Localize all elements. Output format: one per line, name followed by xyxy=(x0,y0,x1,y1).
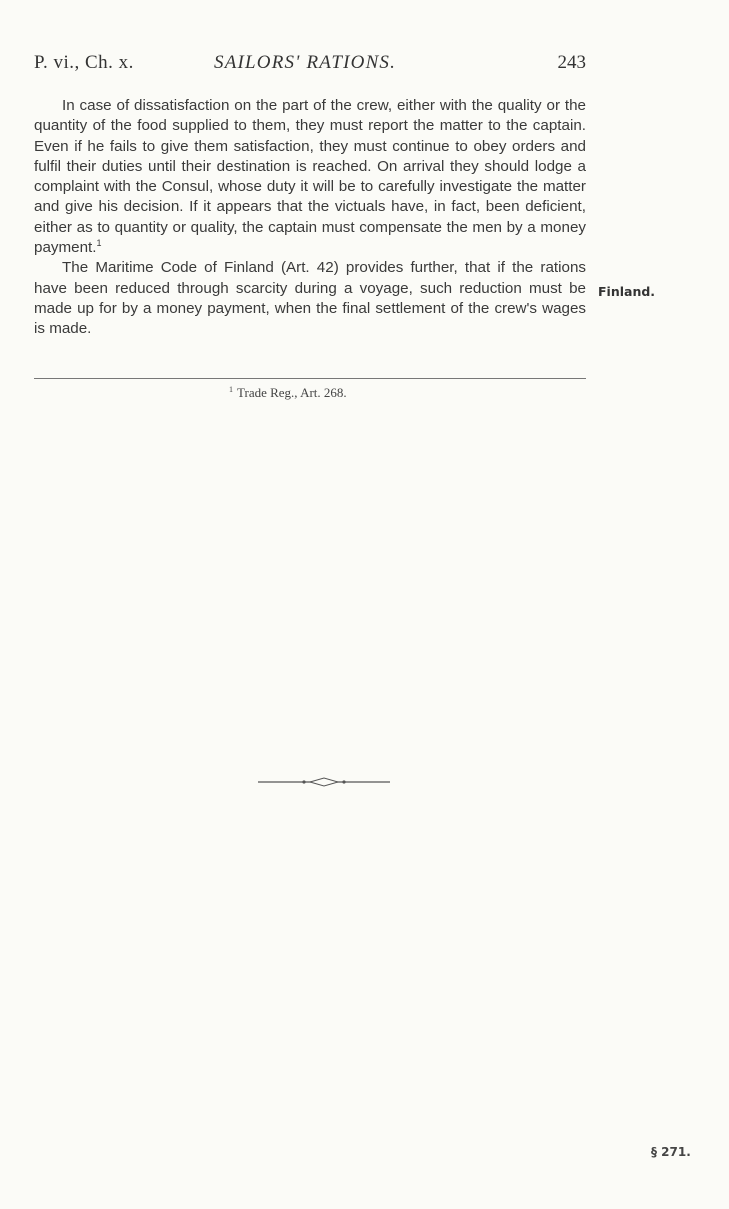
footnote-marker: 1 xyxy=(229,384,233,394)
rule-ornament-icon xyxy=(258,776,390,788)
section-mark: § 271. xyxy=(651,1145,691,1159)
footnote-divider xyxy=(34,378,586,379)
footnote-text: Trade Reg., Art. 268. xyxy=(237,385,347,400)
paragraph xyxy=(34,258,586,339)
paragraph-text: The Maritime Code of Finland (Art. 42) provides further, that if the rations have been reduced through scarcity during a voyage, such reduction must be made up for by a money payment, when the final settlement of the crew's wages is made. xyxy=(34,259,586,338)
chapter-reference: P. vi., Ch. x. xyxy=(34,52,134,73)
margin-note: Finland. xyxy=(598,284,656,299)
page-number: 243 xyxy=(557,52,586,73)
body-text xyxy=(34,96,586,340)
footnote-reference: 1 xyxy=(96,238,102,249)
paragraph-text: In case of dissatisfaction on the part of the crew, either with the quality or the quantity of the food supplied to them, they must report the matter to the captain. Even if he fails to give them satisfaction, they must continue to obey orders and fulfil their duties until their destination is reached. On arrival they should lodge a complaint with the Consul, whose duty it will be to carefully investigate the matter and give his decision. If it appears that the victuals have, in fact, been deficient, either as to quantity or quality, the captain must compensate the men by a money payment. xyxy=(34,97,586,257)
running-title: SAILORS' RATIONS. xyxy=(214,52,397,73)
paragraph xyxy=(34,96,586,258)
running-head xyxy=(34,52,586,78)
footnote xyxy=(229,385,347,401)
